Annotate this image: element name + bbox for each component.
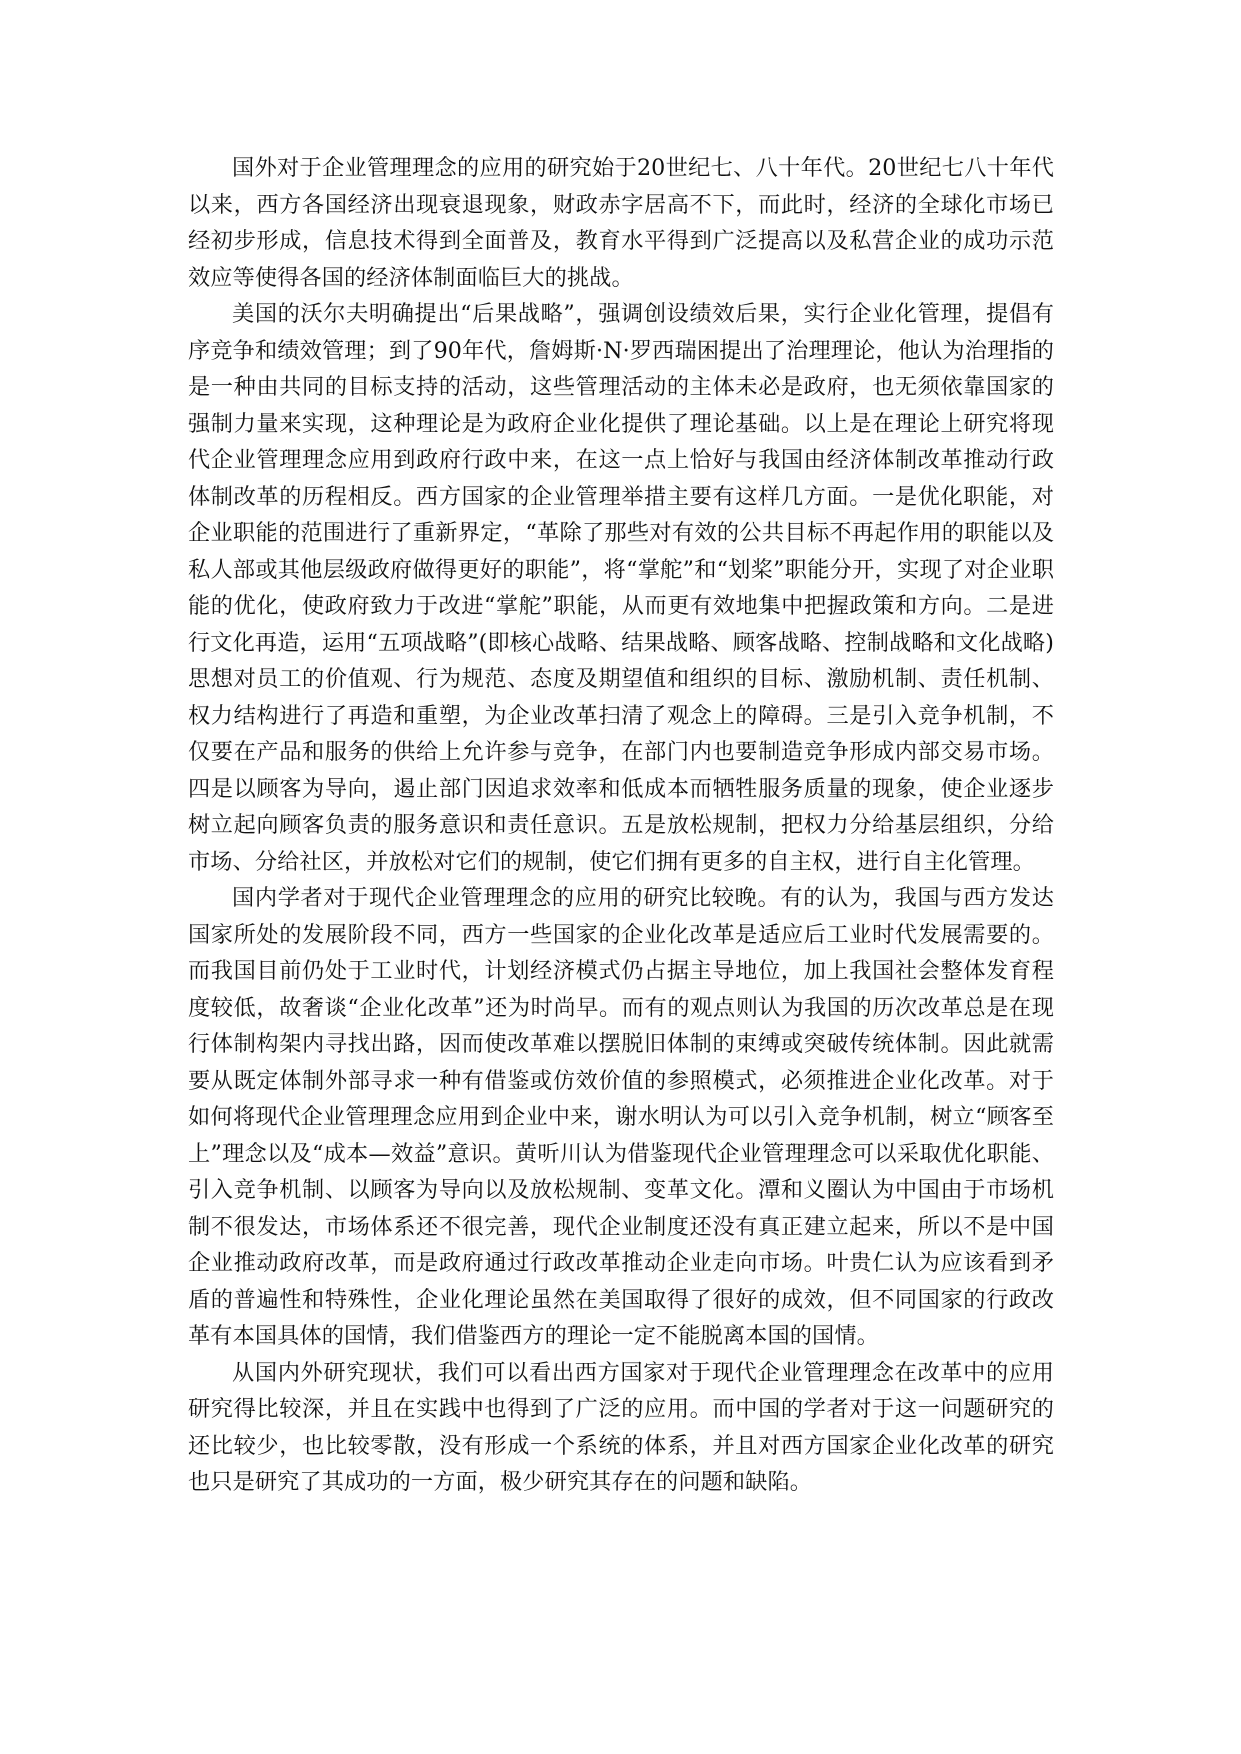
document-body: [188, 150, 1054, 1501]
paragraph-research-summary: 从国内外研究现状，我们可以看出西方国家对于现代企业管理理念在改革中的应用研究得比较深，并且在实践中也得到了广泛的应用。而中国的学者对于这一问题研究的还比较少，也比较零散，没有形成一个系统的体系，并且对西方国家企业化改革的研究也只是研究了其成功的一方面，极少研究其存在的问题和缺陷。: [188, 1359, 1054, 1495]
paragraph-western-measures: 美国的沃尔夫明确提出“后果战略”，强调创设绩效后果，实行企业化管理，提倡有序竞争和绩效管理；到了90年代，詹姆斯·N·罗西瑞困提出了治理理论，他认为治理指的是一种由共同的目标支持的活动，这些管理活动的主体未必是政府，也无须依靠国家的强制力量来实现，这种理论是为政府企业化提供了理论基础。以上是在理论上研究将现代企业管理理念应用到政府行政中来，在这一点上恰好与我国由经济体制改革推动行政体制改革的历程相反。西方国家的企业管理举措主要有这样几方面。一是优化职能，对企业职能的范围进行了重新界定，“革除了那些对有效的公共目标不再起作用的职能以及私人部或其他层级政府做得更好的职能”，将“掌舵”和“划桨”职能分开，实现了对企业职能的优化，使政府致力于改进“掌舵”职能，从而更有效地集中把握政策和方向。二是进行文化再造，运用“五项战略”(即核心战略、结果战略、顾客战略、控制战略和文化战略)思想对员工的价值观、行为规范、态度及期望值和组织的目标、激励机制、责任机制、权力结构进行了再造和重塑，为企业改革扫清了观念上的障碍。三是引入竞争机制，不仅要在产品和服务的供给上允许参与竞争，在部门内也要制造竞争形成内部交易市场。四是以顾客为导向，遏止部门因追求效率和低成本而牺牲服务质量的现象，使企业逐步树立起向顾客负责的服务意识和责任意识。五是放松规制，把权力分给基层组织，分给市场、分给社区，并放松对它们的规制，使它们拥有更多的自主权，进行自主化管理。: [188, 301, 1054, 875]
paragraph-domestic-research: 国内学者对于现代企业管理理念的应用的研究比较晚。有的认为，我国与西方发达国家所处的发展阶段不同，西方一些国家的企业化改革是适应后工业时代发展需要的。而我国目前仍处于工业时代，计划经济模式仍占据主导地位，加上我国社会整体发育程度较低，故奢谈“企业化改革”还为时尚早。而有的观点则认为我国的历次改革总是在现行体制构架内寻找出路，因而使改革难以摆脱旧体制的束缚或突破传统体制。因此就需要从既定体制外部寻求一种有借鉴或仿效价值的参照模式，必须推进企业化改革。对于如何将现代企业管理理念应用到企业中来，谢水明认为可以引入竞争机制，树立“顾客至上”理念以及“成本—效益”意识。黄听川认为借鉴现代企业管理理念可以采取优化职能、引入竞争机制、以顾客为导向以及放松规制、变革文化。潭和义圈认为中国由于市场机制不很发达，市场体系还不很完善，现代企业制度还没有真正建立起来，所以不是中国企业推动政府改革，而是政府通过行政改革推动企业走向市场。叶贵仁认为应该看到矛盾的普遍性和特殊性，企业化理论虽然在美国取得了很好的成效，但不同国家的行政改革有本国具体的国情，我们借鉴西方的理论一定不能脱离本国的国情。: [188, 885, 1054, 1349]
paragraph-international-research: 国外对于企业管理理念的应用的研究始于20世纪七、八十年代。20世纪七八十年代以来，西方各国经济出现衰退现象，财政赤字居高不下，而此时，经济的全球化市场已经初步形成，信息技术得到全面普及，教育水平得到广泛提高以及私营企业的成功示范效应等使得各国的经济体制面临巨大的挑战。: [188, 155, 1054, 291]
